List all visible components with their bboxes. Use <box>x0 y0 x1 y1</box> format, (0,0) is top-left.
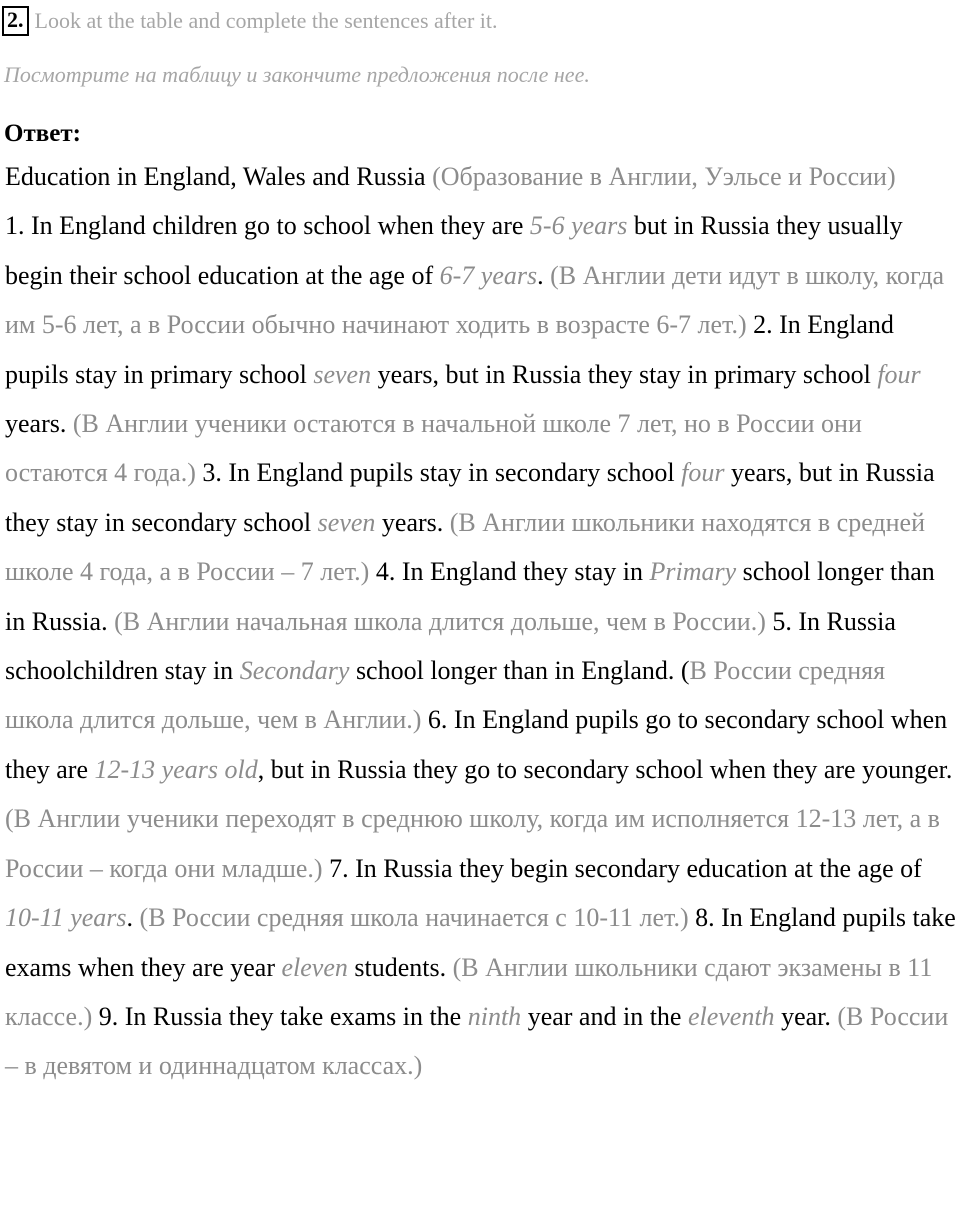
sentence-2-translation: (В Англии ученики остаются в начальной школе 7 лет, но в России они остаются 4 года.) <box>5 409 862 488</box>
sentence-8-part-b: students. <box>347 952 447 982</box>
sentence-2-fill-2: four <box>877 359 921 389</box>
task-header <box>2 6 498 36</box>
sentence-2-part-c: years. <box>5 409 67 439</box>
sentence-4-translation: (В Англии начальная школа длится дольше, чем в России.) <box>107 606 766 636</box>
sentence-7-part-a: 7. In Russia they begin secondary education at the age of <box>322 853 922 883</box>
sentence-6-part-a: 6. In England pupils go to secondary school when they are <box>5 705 948 784</box>
sentence-6-translation: (В Англии ученики переходят в среднюю школу, когда им исполняется 12-13 лет, а в России – когда они младше.) <box>5 804 940 883</box>
sentence-9-fill-2: eleventh <box>687 1001 775 1031</box>
sentence-3-part-c: years. <box>375 507 444 537</box>
sentence-9-part-a: 9. In Russia they take exams in the <box>92 1001 468 1031</box>
answer-body <box>5 152 958 1091</box>
answer-title-en: Education in England, Wales and Russia <box>5 162 426 191</box>
sentence-1-part-b: but in Russia they usually begin their school education at the age of <box>5 211 903 290</box>
sentence-6-part-b: , but in Russia they go to secondary school when they are younger. <box>257 754 953 784</box>
sentence-3-part-a: 3. In England pupils stay in secondary school <box>195 458 682 488</box>
sentence-3-fill-1: four <box>681 458 725 488</box>
sentence-1-translation: (В Англии дети идут в школу, когда им 5-6 лет, а в России обычно начинают ходить в возрасте 6-7 лет.) <box>5 260 945 340</box>
sentence-2-part-b: years, but in Russia they stay in primary school <box>371 359 878 389</box>
sentence-6-fill-1: 12-13 years old <box>94 754 258 784</box>
sentence-1-part-a: 1. In England children go to school when they are <box>5 211 530 241</box>
sentence-4-fill-1: Primary <box>649 557 737 587</box>
sentence-7-part-b: . <box>126 903 134 933</box>
sentence-4-part-a: 4. In England they stay in <box>369 557 650 587</box>
sentence-5-part-b: school longer than in England. ( <box>349 656 690 686</box>
answer-title-ru: (Образование в Англии, Уэльсе и России) <box>432 162 896 191</box>
sentence-8-translation: (В Англии школьники сдают экзамены в 11 классе.) <box>5 952 933 1031</box>
sentence-2-fill-1: seven <box>313 359 372 389</box>
sentence-1-fill-2: 6-7 years <box>439 260 538 290</box>
sentence-3-fill-2: seven <box>317 507 376 537</box>
sentence-5-translation: В России средняя школа длится дольше, чем в Англии.) <box>5 656 886 735</box>
sentence-9-part-c: year. <box>774 1001 831 1031</box>
task-number-box: 2. <box>2 6 29 36</box>
task-instruction: Look at the table and complete the sentences after it. <box>34 8 498 33</box>
sentence-9-part-b: year and in the <box>521 1001 688 1031</box>
sentence-7-translation: (В России средняя школа начинается с 10-11 лет.) <box>133 903 689 933</box>
sentence-1-fill-1: 5-6 years <box>529 211 628 241</box>
answer-label: Ответ: <box>4 120 81 147</box>
sentence-1-part-c: . <box>537 260 544 290</box>
sentence-8-part-a: 8. In England pupils take exams when they are year <box>5 903 956 982</box>
sentence-9-translation: (В России – в девятом и одиннадцатом классах.) <box>5 1001 949 1081</box>
sentence-5-fill-1: Secondary <box>239 656 350 686</box>
task-translation: Посмотрите на таблицу и закончите предложения после нее. <box>4 62 590 87</box>
sentence-3-translation: (В Англии школьники находятся в средней школе 4 года, а в России – 7 лет.) <box>5 507 925 587</box>
sentence-7-fill-1: 10-11 years <box>5 903 127 933</box>
sentence-9-fill-1: ninth <box>467 1001 522 1031</box>
sentence-3-part-b: years, but in Russia they stay in secondary school <box>5 458 935 537</box>
sentence-8-fill-1: eleven <box>281 952 348 982</box>
sentence-4-part-b: school longer than in Russia. <box>5 557 935 636</box>
sentence-5-part-a: 5. In Russia schoolchildren stay in <box>5 606 896 686</box>
sentence-2-part-a: 2. In England pupils stay in primary school <box>5 310 894 389</box>
